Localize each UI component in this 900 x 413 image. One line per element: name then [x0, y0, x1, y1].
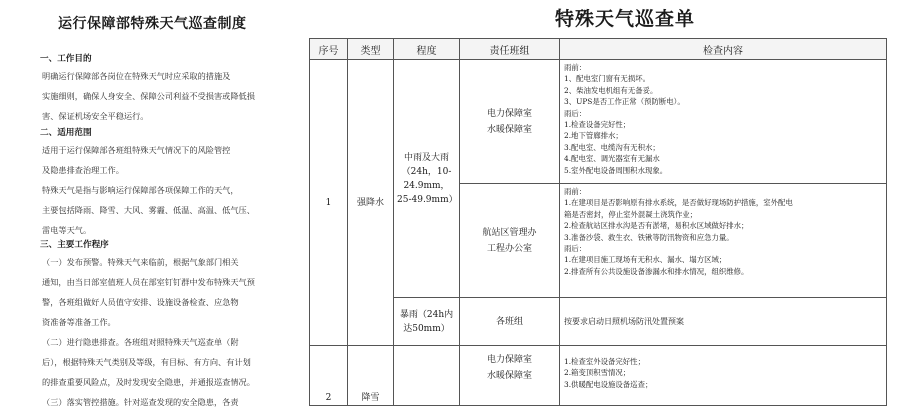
text-line: 特殊天气是指与影响运行保障部各项保障工作的天气， [42, 185, 239, 195]
detail-line: 2.地下管廊排水； [564, 131, 623, 141]
text-line: 后），根据特殊天气类别及等级，有目标、有方向、有计划 [42, 357, 251, 367]
text-line: 明确运行保障部各岗位在特殊天气时应采取的措施及 [42, 71, 231, 81]
detail-line: 1.检查室外设备完好性； [564, 357, 645, 366]
table-header-row [310, 39, 887, 60]
text-line: 适用于运行保障部各班组特殊天气情况下的风险管控 [42, 145, 231, 155]
text-line: 及隐患排查治理工作。 [42, 165, 124, 175]
team-power-water [460, 346, 560, 406]
detail-line: 1.在建项目施工现场有无积水、漏水、塌方区域； [564, 255, 727, 265]
text-line: （一）发布预警。特殊天气来临前，根据气象部门相关 [42, 257, 239, 267]
row-number: 2 [310, 346, 348, 406]
document-title: 运行保障部特殊天气巡查制度 [58, 16, 247, 32]
section-heading-procedure: 三、主要工作程序 [40, 240, 109, 250]
inspection-form-page [300, 0, 900, 413]
team-line: 电力保障室 [486, 355, 532, 365]
header-content: 检查内容 [560, 39, 887, 60]
team-line: 水暖保障室 [486, 371, 532, 381]
team-all: 各班组 [460, 298, 560, 346]
team-line: 航站区管理办 [482, 227, 537, 238]
text-line: 雷电等天气。 [42, 225, 92, 235]
detail-line: 2.检查航站区排水沟是否有淤堵，易积水区域做好排水； [564, 221, 749, 231]
text-line: （二）进行隐患排查。各班组对照特殊天气巡查单（附 [42, 337, 239, 347]
header-level: 程度 [394, 39, 460, 60]
inspection-table [309, 38, 887, 406]
team-power-water [460, 60, 560, 184]
level-rainstorm [394, 298, 460, 346]
table-row [310, 346, 887, 406]
detail-line: 2.排查所有公共设施设备渗漏水和排水情况，组织维修。 [564, 266, 749, 276]
row-type: 强降水 [348, 60, 394, 346]
text-line: 实施细则，确保人身安全、保障公司利益不受损害或降低损 [42, 91, 255, 101]
header-team: 责任班组 [460, 39, 560, 60]
team-line: 水暖保障室 [486, 124, 532, 135]
header-no: 序号 [310, 39, 348, 60]
left-document-page [0, 0, 300, 413]
level-moderate-heavy-rain: 中雨及大雨（24h，10-24.9mm，25-49.9mm） [394, 60, 460, 298]
text-line: 害、保证机场安全平稳运行。 [42, 111, 149, 121]
team-line: 电力保障室 [486, 108, 532, 119]
detail-line: 5.室外配电设备周围积水现象。 [564, 165, 668, 175]
detail-line: 箱是否密封，停止室外混凝土浇筑作业； [564, 209, 698, 219]
detail-line: 3.准备沙袋、救生衣、铁锹等防汛物资和应急力量。 [564, 232, 734, 242]
detail-line: 雨前： [564, 63, 587, 72]
text-line: 警，各班组做好人员值守安排、设施设备检查、应急物 [42, 297, 239, 307]
level-line: 达50mm） [403, 323, 450, 334]
detail-snow [560, 346, 887, 406]
section-procedure-body [40, 252, 292, 412]
text-line: （三）落实管控措施。针对巡查发现的安全隐患，各责 [42, 397, 239, 407]
section-heading-purpose: 一、工作目的 [40, 54, 92, 64]
text-line: 的排查重要风险点，及时发现安全隐患，并通报巡查情况。 [42, 377, 255, 387]
table-row [310, 60, 887, 184]
row-number: 1 [310, 60, 348, 346]
detail-terminal-engineering [560, 184, 887, 298]
form-title: 特殊天气巡查单 [555, 8, 696, 30]
level-line: 暴雨（24h内 [399, 309, 454, 320]
level-empty [394, 346, 460, 406]
team-line: 工程办公室 [486, 243, 532, 254]
text-line: 资准备等准备工作。 [42, 317, 116, 327]
text-line: 通知，由当日部室值班人员在部室钉钉群中发布特殊天气预 [42, 277, 255, 287]
detail-line: 4.配电室、调光器室有无漏水 [564, 154, 660, 164]
detail-power-water [560, 60, 887, 184]
detail-line: 2.箱变顶积雪情况； [564, 368, 631, 378]
header-type: 类型 [348, 39, 394, 60]
detail-line: 雨前： [564, 187, 587, 196]
section-purpose-body [40, 66, 292, 126]
detail-line: 3、UPS是否工作正常（预防断电）。 [564, 97, 685, 107]
detail-line: 1.在建项目是否影响原有排水系统，是否做好现场防护措施，室外配电 [564, 198, 793, 208]
detail-line: 3.供暖配电设施设备巡查； [564, 379, 653, 389]
table-row [310, 298, 887, 346]
section-heading-scope: 二、适用范围 [40, 128, 92, 138]
detail-line: 1、配电室门窗有无损坏。 [564, 74, 651, 84]
detail-rainstorm: 按要求启动日照机场防汛处置预案 [560, 298, 887, 346]
text-line: 主要包括降雨、降雪、大风、雾霾、低温、高温、低气压、 [42, 205, 255, 215]
detail-line: 3.配电室、电缆沟有无积水； [564, 142, 660, 152]
detail-line: 雨后： [564, 244, 587, 254]
detail-line: 1.检查设备完好性； [564, 120, 631, 130]
detail-line: 雨后： [564, 108, 587, 118]
team-terminal-engineering [460, 184, 560, 298]
section-scope-body [40, 140, 292, 240]
detail-line: 2、柴油发电机组有无备妥。 [564, 85, 658, 95]
row-type: 降雪 [348, 346, 394, 406]
